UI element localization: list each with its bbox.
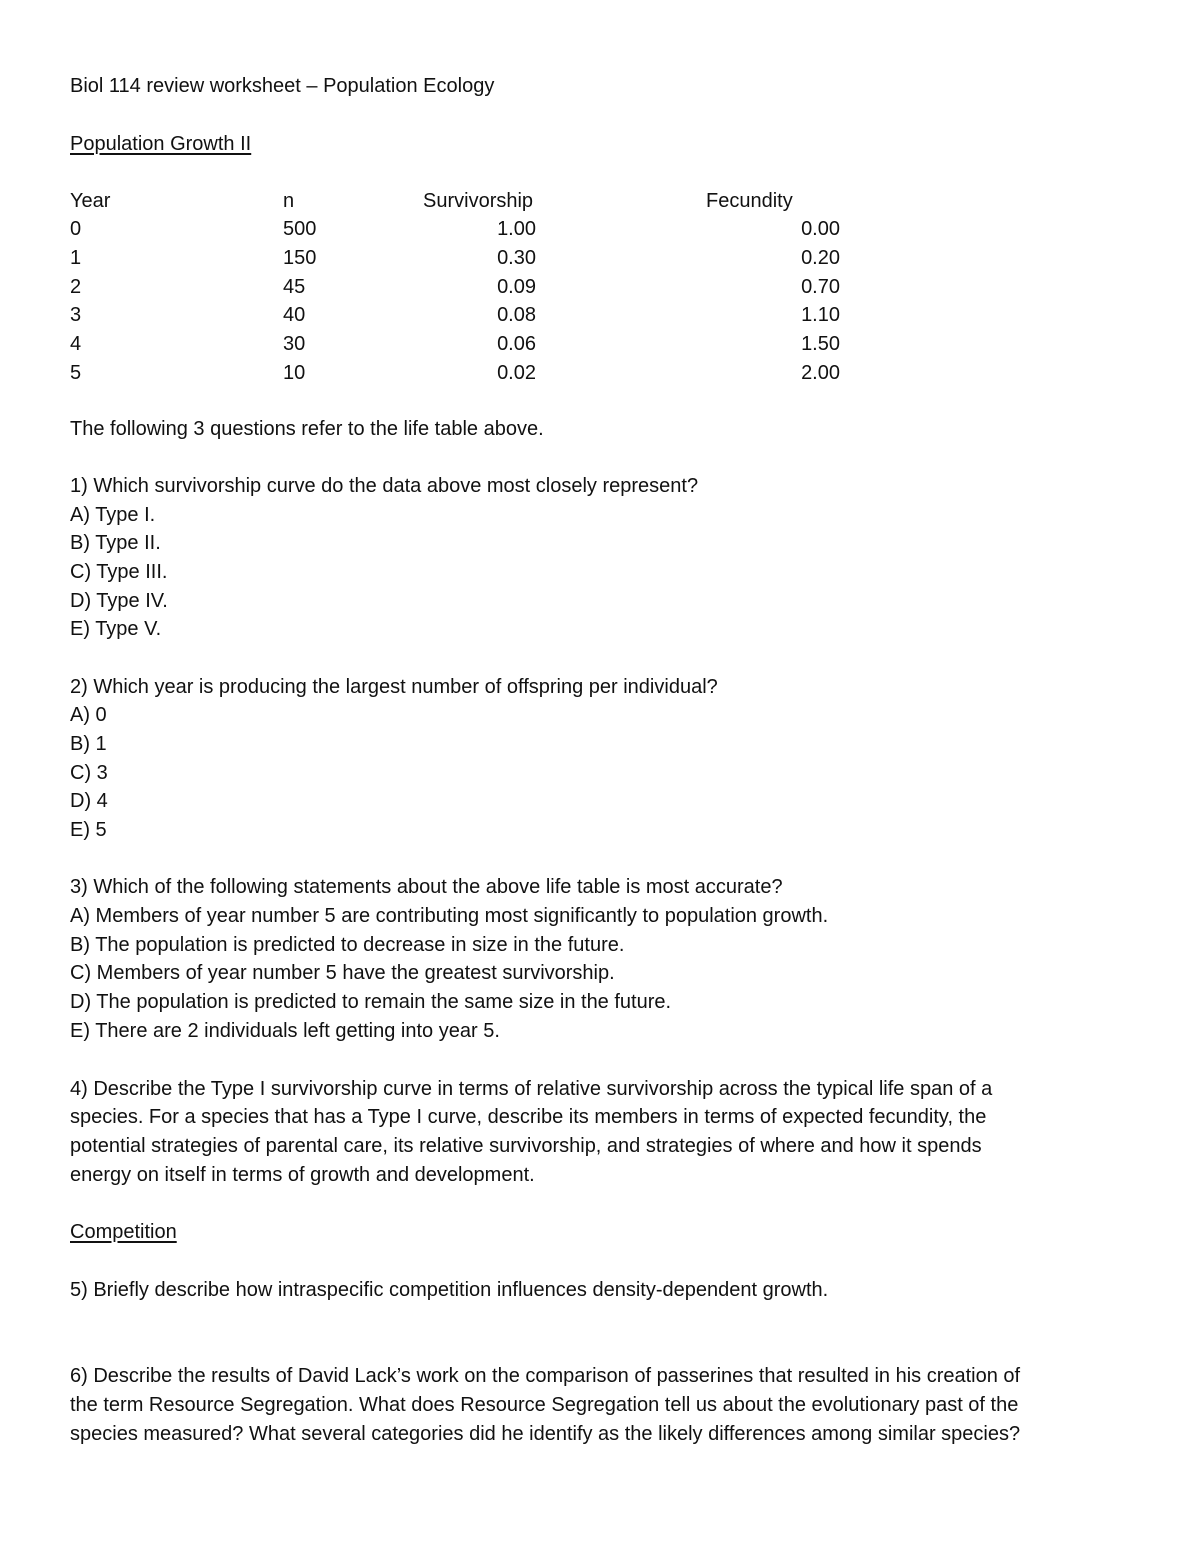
question-text-line: 6) Describe the results of David Lack’s work on the comparison of passerines that resulted in his creation of: [70, 1365, 1021, 1387]
table-cell-fecundity: 0.20: [801, 247, 840, 269]
answer-option: A) 0: [70, 704, 107, 726]
answer-option: A) Members of year number 5 are contributing most significantly to population growth.: [70, 905, 829, 927]
answer-option: E) Type V.: [70, 618, 162, 640]
table-cell-survivorship: 1.00: [497, 218, 536, 240]
answer-option: D) 4: [70, 790, 108, 812]
table-cell-year: 3: [70, 304, 82, 326]
table-cell-n: 150: [283, 247, 317, 269]
question-text-line: 4) Describe the Type I survivorship curve in terms of relative survivorship across the typical life span of a: [70, 1078, 993, 1100]
answer-option: B) 1: [70, 733, 107, 755]
answer-option: A) Type I.: [70, 504, 156, 526]
table-cell-year: 0: [70, 218, 82, 240]
table-header-fecundity: Fecundity: [706, 190, 793, 212]
answer-option: B) Type II.: [70, 532, 161, 554]
table-cell-fecundity: 0.00: [801, 218, 840, 240]
table-intro-text: The following 3 questions refer to the life table above.: [70, 418, 544, 440]
table-cell-n: 40: [283, 304, 306, 326]
table-cell-n: 30: [283, 333, 306, 355]
answer-option: C) Type III.: [70, 561, 168, 583]
question-text-line: potential strategies of parental care, its relative survivorship, and strategies of where and how it spends: [70, 1135, 982, 1157]
document-title: Biol 114 review worksheet – Population Ecology: [70, 75, 495, 97]
question-text-line: species. For a species that has a Type I curve, describe its members in terms of expected fecundity, the: [70, 1106, 987, 1128]
table-cell-year: 5: [70, 362, 82, 384]
question-text-line: energy on itself in terms of growth and development.: [70, 1164, 535, 1186]
answer-option: E) 5: [70, 819, 107, 841]
table-cell-survivorship: 0.30: [497, 247, 536, 269]
table-cell-year: 2: [70, 276, 82, 298]
table-cell-year: 1: [70, 247, 82, 269]
answer-option: C) Members of year number 5 have the greatest survivorship.: [70, 962, 615, 984]
answer-option: D) The population is predicted to remain the same size in the future.: [70, 991, 672, 1013]
table-cell-n: 500: [283, 218, 317, 240]
section-heading-population-growth: Population Growth II: [70, 133, 252, 155]
question-prompt: 2) Which year is producing the largest number of offspring per individual?: [70, 676, 718, 698]
table-cell-survivorship: 0.08: [497, 304, 536, 326]
table-cell-year: 4: [70, 333, 82, 355]
table-cell-fecundity: 2.00: [801, 362, 840, 384]
question-text-line: species measured? What several categories did he identify as the likely differences among similar species?: [70, 1423, 1021, 1445]
table-header-survivorship: Survivorship: [423, 190, 534, 212]
table-cell-fecundity: 0.70: [801, 276, 840, 298]
section-heading-competition: Competition: [70, 1221, 177, 1243]
question-text-line: the term Resource Segregation. What does Resource Segregation tell us about the evolutionary past of the: [70, 1394, 1019, 1416]
question-prompt: 1) Which survivorship curve do the data above most closely represent?: [70, 475, 699, 497]
answer-option: B) The population is predicted to decrease in size in the future.: [70, 934, 625, 956]
answer-option: D) Type IV.: [70, 590, 168, 612]
table-header-year: Year: [70, 190, 111, 212]
question-prompt: 5) Briefly describe how intraspecific competition influences density-dependent growth.: [70, 1279, 829, 1301]
table-cell-n: 45: [283, 276, 306, 298]
table-header-n: n: [283, 190, 295, 212]
table-cell-survivorship: 0.02: [497, 362, 536, 384]
table-cell-survivorship: 0.06: [497, 333, 536, 355]
table-cell-survivorship: 0.09: [497, 276, 536, 298]
table-cell-fecundity: 1.10: [801, 304, 840, 326]
table-cell-n: 10: [283, 362, 306, 384]
answer-option: C) 3: [70, 762, 108, 784]
table-cell-fecundity: 1.50: [801, 333, 840, 355]
answer-option: E) There are 2 individuals left getting into year 5.: [70, 1020, 500, 1042]
question-prompt: 3) Which of the following statements about the above life table is most accurate?: [70, 876, 783, 898]
